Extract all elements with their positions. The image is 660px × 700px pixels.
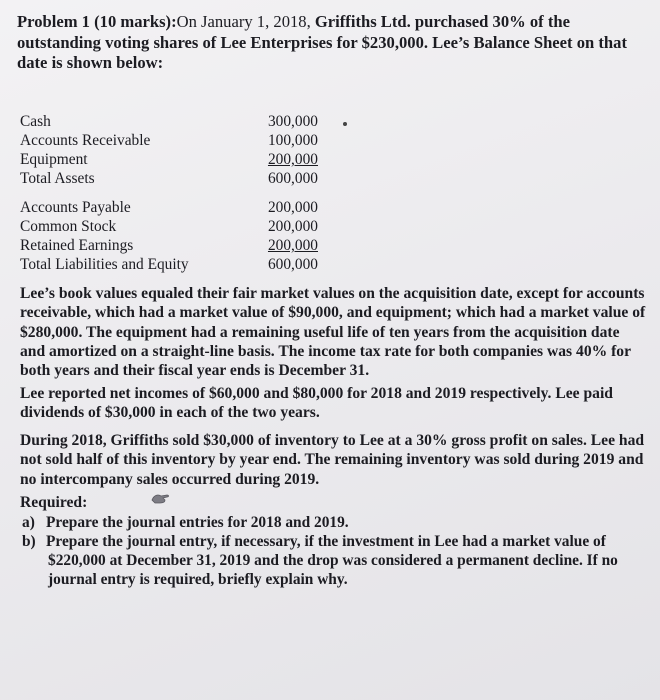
bs-value: 200,000 [267,218,318,235]
pointer-hand-icon [150,491,172,505]
problem-intro: Griffiths Ltd. purchased 30% of the outstanding voting shares of Lee Enterprises for $230,000. Lee’s Balance Sheet on that date is shown below: [17,12,627,72]
bs-value: 200,000 [267,237,318,254]
bs-value: 600,000 [267,256,318,273]
problem-title: Problem 1 (10 marks): [17,12,177,31]
bs-value: 600,000 [267,170,318,187]
required-item-b [22,532,632,589]
bs-row-total-assets [20,169,320,188]
bs-value: 200,000 [267,151,318,168]
required-item-a [22,513,632,532]
paragraph-intercompany-sales: During 2018, Griffiths sold $30,000 of inventory to Lee at a 30% gross profit on sales. Lee had not sold half of this inventory by year end. The remaining inventory was sold during 2019 and no intercompany sales occurred during 2019. [20,432,645,488]
problem-intro-date: On January 1, 2018, [176,12,311,31]
bs-row-accounts-receivable [20,131,320,150]
bs-label: Retained Earnings [20,237,134,254]
bs-row-total-liabilities-equity [20,255,320,274]
bs-row-common-stock [20,217,320,236]
bs-value: 300,000 [267,113,318,130]
paragraph-net-income: Lee reported net incomes of $60,000 and $80,000 for 2018 and 2019 respectively. Lee paid dividends of $30,000 in each of the two years. [20,385,613,422]
balance-sheet-assets [20,112,320,188]
required-item-text: Prepare the journal entries for 2018 and 2019. [46,514,349,531]
bs-row-retained-earnings [20,236,320,255]
bs-label: Accounts Receivable [20,132,151,149]
required-heading: Required: [20,494,88,511]
bs-label: Equipment [20,151,88,168]
bs-row-cash [20,112,320,131]
bs-row-equipment [20,150,320,169]
bs-label: Total Assets [20,170,95,187]
bs-label: Total Liabilities and Equity [20,256,189,273]
stray-dot [343,122,347,126]
paragraph-fair-values: Lee’s book values equaled their fair market values on the acquisition date, except for accounts receivable, which had a market value of $90,000, and equipment; which had a market value of $280,000. The equipment had a remaining useful life of ten years from the acquisition date and amortized on a straight-line basis. The income tax rate for both companies was 40% for both years and their fiscal year ends is December 31. [20,285,646,380]
balance-sheet-liabilities [20,198,320,274]
bs-value: 200,000 [267,199,318,216]
bs-label: Accounts Payable [20,199,131,216]
problem-statement [17,12,652,74]
required-item-text: Prepare the journal entry, if necessary, if the investment in Lee had a market value of [46,533,606,550]
bs-label: Common Stock [20,218,117,235]
required-item-letter: b) [22,533,36,550]
required-item-continuation: $220,000 at December 31, 2019 and the drop was considered a permanent decline. If no journal entry is required, briefly explain why. [48,552,618,588]
required-item-letter: a) [22,514,35,531]
bs-value: 100,000 [267,132,318,149]
bs-row-accounts-payable [20,198,320,217]
bs-label: Cash [20,113,51,130]
